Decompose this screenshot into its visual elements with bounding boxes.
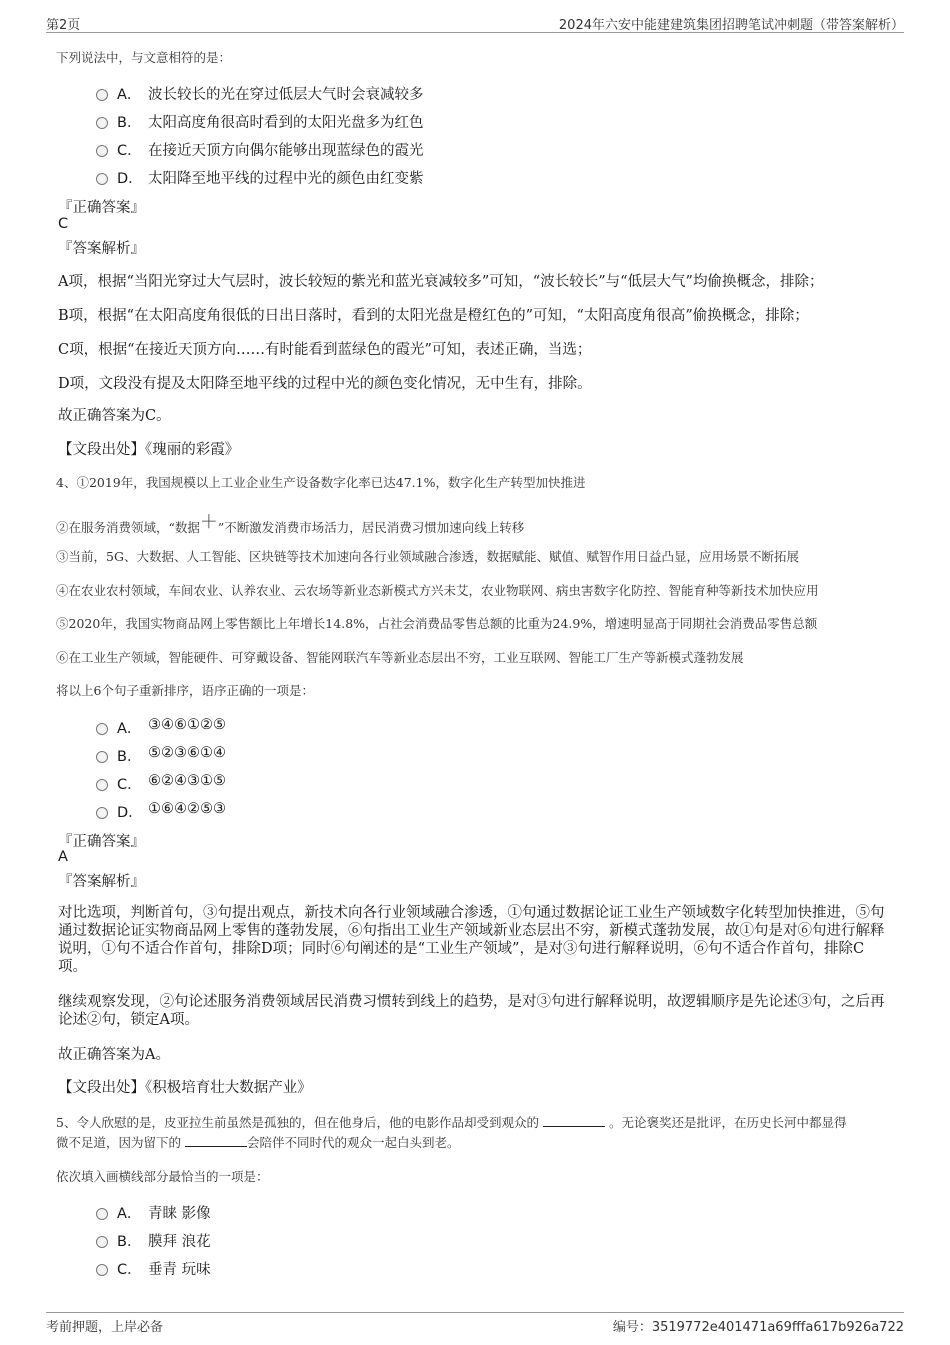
page-header [46, 12, 904, 33]
q3-analysis-label: 『答案解析』 [58, 241, 145, 257]
q4-sentence-2 [56, 512, 524, 538]
q3-analysis-b: B项，根据“在太阳高度角很低的日出日落时，看到的太阳光盘是橙红色的”可知，“太阳高度角很高”偷换概念，排除； [58, 308, 809, 324]
fill-blank-2 [185, 1133, 247, 1147]
q3-conclusion: 故正确答案为C。 [58, 408, 171, 424]
radio-button[interactable] [96, 1236, 108, 1248]
radio-button[interactable] [96, 1208, 108, 1220]
option-letter: D． [117, 171, 143, 187]
option-text: ①⑥④②⑤③ [148, 801, 226, 817]
option-letter: B． [117, 115, 142, 131]
q4-sentence-4: ④在农业农村领域，车间农业、认养农业、云农场等新业态新模式方兴未艾，农业物联网、病虫害数字化防控、智能育种等新技术加快应用 [56, 583, 819, 598]
q4-analysis-p2: 继续观察发现，②句论述服务消费领域居民消费习惯转到线上的趋势，是对③句进行解释说明，故逻辑顺序是先论述③句，之后再论述②句，锁定A项。 [58, 994, 885, 1028]
q4-answer-label: 『正确答案』 [58, 834, 145, 850]
q5-stem-line-1 [56, 1113, 846, 1131]
q3-answer: C [58, 216, 69, 232]
q5-stem-part-4: 会陪伴不同时代的观众一起白头到老。 [247, 1135, 460, 1150]
option-letter: A． [117, 721, 142, 737]
option-letter: B． [117, 1234, 142, 1250]
radio-button[interactable] [96, 117, 108, 129]
q5-stem-part-3: 微不足道，因为留下的 [56, 1135, 182, 1150]
document-title: 2024年六安中能建建筑集团招聘笔试冲刺题（带答案解析） [558, 18, 904, 33]
option-text: 太阳降至地平线的过程中光的颜色由红变紫 [148, 171, 424, 187]
q4-source: 【文段出处】《积极培育壮大数据产业》 [58, 1080, 312, 1096]
q3-prompt: 下列说法中，与文意相符的是： [56, 50, 232, 65]
q3-analysis-a: A项，根据“当阳光穿过大气层时，波长较短的紫光和蓝光衰减较多”可知，“波长较长”与“低层大气”均偷换概念，排除； [58, 274, 824, 290]
q4-sentence-3: ③当前，5G、大数据、人工智能、区块链等技术加速向各行业领域融合渗透，数据赋能、赋值、赋智作用日益凸显，应用场景不断拓展 [56, 549, 799, 564]
option-letter: B． [117, 749, 142, 765]
q5-stem-part-1: 5、令人欣慰的是，皮亚拉生前虽然是孤独的，但在他身后，他的电影作品却受到观众的 [56, 1115, 539, 1130]
q3-analysis-c: C项，根据“在接近天顶方向……有时能看到蓝绿色的霞光”可知，表述正确，当选； [58, 342, 592, 358]
option-text: 在接近天顶方向偶尔能够出现蓝绿色的霞光 [148, 143, 424, 159]
plus-sign: ＋ [199, 512, 218, 533]
q5-prompt: 依次填入画横线部分最恰当的一项是： [56, 1169, 269, 1184]
q4-answer: A [58, 849, 68, 865]
option-text: 膜拜 浪花 [148, 1234, 211, 1250]
option-text: 垂青 玩味 [148, 1262, 211, 1278]
radio-button[interactable] [96, 723, 108, 735]
radio-button[interactable] [96, 173, 108, 185]
option-letter: C． [117, 1262, 142, 1278]
q3-analysis-d: D项，文段没有提及太阳降至地平线的过程中光的颜色变化情况，无中生有，排除。 [58, 376, 592, 392]
q4-prompt: 将以上6个句子重新排序，语序正确的一项是： [56, 683, 314, 698]
q4-conclusion: 故正确答案为A。 [58, 1047, 170, 1063]
option-text: 青睐 影像 [148, 1206, 211, 1222]
option-text: 波长较长的光在穿过低层大气时会衰减较多 [148, 87, 424, 103]
q4-sentence-1: 4、①2019年，我国规模以上工业企业生产设备数字化率已达47.1%，数字化生产转型加快推进 [56, 475, 586, 490]
option-letter: C． [117, 143, 142, 159]
option-text: ⑤②③⑥①④ [148, 745, 226, 761]
option-letter: A． [117, 1206, 142, 1222]
option-text: 太阳高度角很高时看到的太阳光盘多为红色 [148, 115, 424, 131]
option-text: ③④⑥①②⑤ [148, 717, 226, 733]
q4-sentence-2-b: ”不断激发消费市场活力，居民消费习惯加速向线上转移 [217, 520, 525, 535]
radio-button[interactable] [96, 807, 108, 819]
q4-sentence-2-a: ②在服务消费领域，“数据 [56, 520, 200, 535]
option-letter: A． [117, 87, 142, 103]
q3-source: 【文段出处】《瑰丽的彩霞》 [58, 442, 240, 458]
radio-button[interactable] [96, 1264, 108, 1276]
page-number: 第2页 [46, 18, 81, 33]
radio-button[interactable] [96, 145, 108, 157]
option-letter: C． [117, 777, 142, 793]
footer-slogan: 考前押题，上岸必备 [46, 1320, 164, 1335]
radio-button[interactable] [96, 751, 108, 763]
radio-button[interactable] [96, 779, 108, 791]
fill-blank-1 [543, 1113, 605, 1127]
q4-sentence-6: ⑥在工业生产领域，智能硬件、可穿戴设备、智能网联汽车等新业态层出不穷，工业互联网、智能工厂生产等新模式蓬勃发展 [56, 650, 744, 665]
document-code: 编号：3519772e401471a69fffa617b926a722 [612, 1320, 904, 1335]
q4-sentence-5: ⑤2020年，我国实物商品网上零售额比上年增长14.8%，占社会消费品零售总额的比重为24.9%，增速明显高于同期社会消费品零售总额 [56, 616, 818, 631]
q3-answer-label: 『正确答案』 [58, 200, 145, 216]
radio-button[interactable] [96, 89, 108, 101]
option-letter: D． [117, 805, 143, 821]
page-footer [46, 1312, 904, 1335]
q5-stem-part-2: 。无论褒奖还是批评，在历史长河中都显得 [608, 1115, 847, 1130]
q5-stem-line-2 [56, 1133, 460, 1151]
option-text: ⑥②④③①⑤ [148, 773, 226, 789]
q4-analysis-p1: 对比选项，判断首句，③句提出观点，新技术向各行业领域融合渗透，①句通过数据论证工业生产领域数字化转型加快推进，⑤句通过数据论证实物商品网上零售的蓬勃发展，⑥句指出工业生产领域新业态层出不穷，新模式蓬勃发展，故①句是对⑥句进行解释说明，①句不适合作首句，排除D项；同时⑥句阐述的是“工业生产领域”，是对③句进行解释说明，⑥句不适合作首句，排除C项。 [58, 905, 885, 975]
q4-analysis-label: 『答案解析』 [58, 874, 145, 890]
